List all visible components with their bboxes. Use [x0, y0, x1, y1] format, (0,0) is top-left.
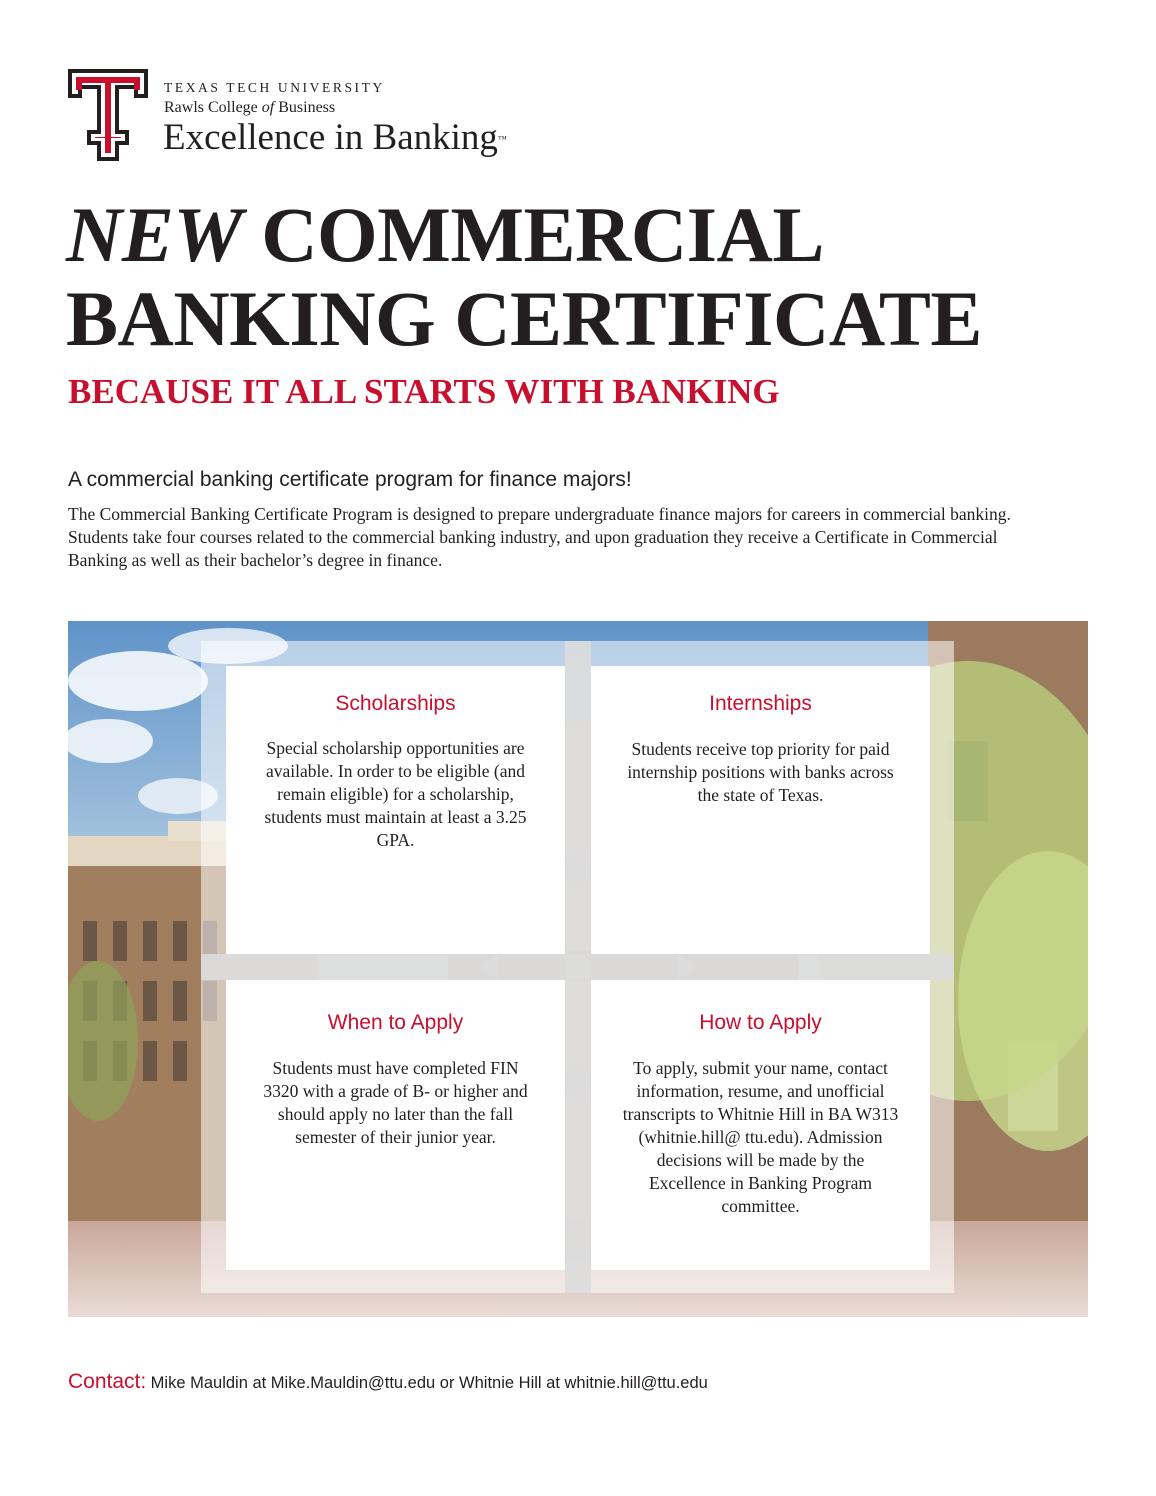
scholarships-text: Special scholarship opportunities are available. In order to be eligible (and remain eligible) for a scholarship, students must maintain at least a 3.25 GPA. — [264, 738, 527, 850]
campus-photo-panel — [68, 621, 1088, 1317]
how-to-apply-text: To apply, submit your name, contact information, resume, and unofficial transcripts to Whitnie Hill in BA W313 (whitnie.hill@ ttu.edu). Admission decisions will be made by the Excellence in Banking Program committee. — [622, 1058, 899, 1216]
page-title — [66, 193, 982, 361]
college-name: Rawls College of Business — [164, 99, 336, 116]
program-name: Excellence in Banking™ — [163, 117, 507, 158]
university-name: TEXAS TECH UNIVERSITY — [164, 80, 385, 95]
contact-label: Contact: — [68, 1370, 147, 1393]
contact-line — [68, 1370, 708, 1394]
internships-text: Students receive top priority for paid internship positions with banks across the state of Texas. — [627, 739, 894, 805]
how-to-apply-card — [591, 980, 930, 1270]
internships-title: Internships — [709, 692, 812, 715]
intro-body: The Commercial Banking Certificate Program is designed to prepare undergraduate finance majors for careers in commercial banking. Students take four courses related to the commercial banking industry, and upon graduation they receive a Certificate in Commercial Banking as well as their bachelor’s degree in finance. — [68, 504, 1011, 570]
logo — [67, 68, 537, 168]
when-to-apply-card — [226, 980, 565, 1270]
how-to-apply-title: How to Apply — [699, 1011, 822, 1034]
trademark: ™ — [497, 134, 507, 144]
scholarships-card — [226, 666, 565, 954]
title-line2: BANKING CERTIFICATE — [66, 275, 982, 362]
internships-card — [591, 666, 930, 954]
intro-title: A commercial banking certificate program for finance majors! — [68, 468, 632, 491]
contact-text: Mike Mauldin at Mike.Mauldin@ttu.edu or Whitnie Hill at whitnie.hill@ttu.edu — [150, 1374, 708, 1392]
campus-photo — [68, 621, 1088, 1317]
title-new: NEW — [66, 191, 243, 278]
when-to-apply-text: Students must have completed FIN 3320 with a grade of B- or higher and should apply no later than the fall semester of their junior year. — [263, 1058, 528, 1147]
when-to-apply-title: When to Apply — [327, 1011, 464, 1034]
double-t-icon — [67, 68, 149, 162]
tagline: BECAUSE IT ALL STARTS WITH BANKING — [68, 372, 780, 411]
title-line1: COMMERCIAL — [242, 191, 824, 278]
scholarships-title: Scholarships — [335, 692, 456, 715]
